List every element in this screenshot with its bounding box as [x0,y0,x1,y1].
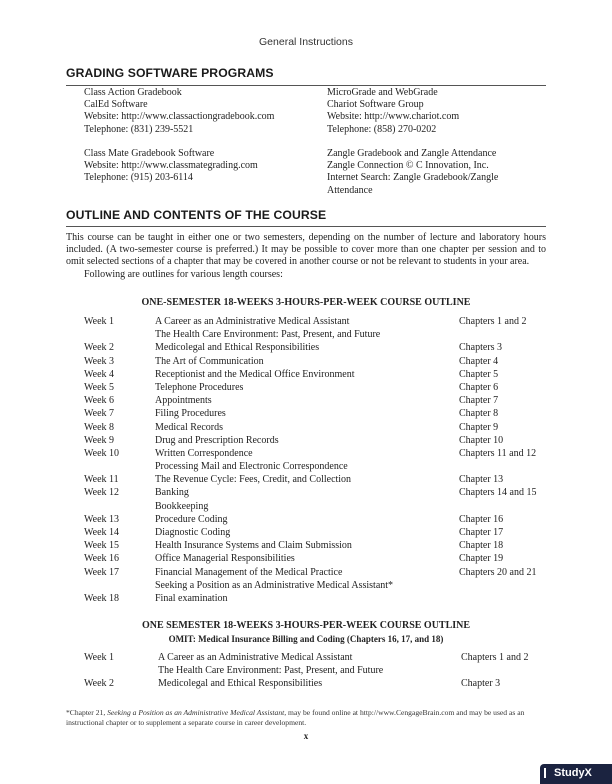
week-chapters: Chapter 18 [459,540,504,552]
week-chapters: Chapters 3 [459,342,503,354]
week-label: Week 17 [84,566,120,578]
week-label: Week 2 [84,678,115,690]
week-label: Week 3 [84,355,115,367]
course-week-row [0,473,612,486]
week-label: Week 11 [84,474,119,486]
week-topic: A Career as an Administrative Medical Assistant [155,316,350,327]
week-chapters: Chapter 7 [459,395,499,407]
vendor-line: Telephone: (915) 203-6114 [84,172,193,184]
week-topic: Bookkeeping [155,500,209,512]
week-topic: Processing Mail and Electronic Correspondence [155,461,348,473]
week-label: Week 12 [84,487,120,499]
course-week-row [0,500,612,513]
course-week-row [0,566,612,579]
course-week-row [0,328,612,341]
week-label: Week 5 [84,381,115,393]
course-week-row [0,421,612,434]
outline-heading: OUTLINE AND CONTENTS OF THE COURSE [66,208,327,222]
outline1-title: ONE-SEMESTER 18-WEEKS 3-HOURS-PER-WEEK COURSE OUTLINE [141,297,471,308]
course-week-row [0,394,612,407]
vendor-line: Website: http://www.classmategrading.com [84,160,258,172]
week-label: Week 4 [84,368,115,380]
week-topic: Office Managerial Responsibilities [155,553,295,565]
course-week-row [0,315,612,328]
week-topic: The Revenue Cycle: Fees, Credit, and Collection [155,474,352,486]
running-header: General Instructions [259,36,353,48]
week-chapters: Chapter 4 [459,355,499,367]
course-week-row [0,539,612,552]
week-chapters: Chapter 19 [459,553,504,565]
week-chapters: Chapter 5 [459,368,499,380]
week-topic: Financial Management of the Medical Practice [155,566,343,578]
outline2-title: ONE SEMESTER 18-WEEKS 3-HOURS-PER-WEEK COURSE OUTLINE [141,620,471,631]
week-topic: Health Insurance Systems and Claim Submission [155,540,352,552]
week-topic: Medical Records [155,421,224,433]
week-chapters: Chapter 17 [459,527,504,538]
week-label: Week 1 [84,316,115,327]
course-week-row [0,592,612,605]
studyx-badge[interactable] [540,764,612,784]
course-week-row [0,651,612,664]
vendor-line: Attendance [327,184,373,196]
week-topic: The Health Care Environment: Past, Present, and Future [155,329,381,341]
week-label: Week 1 [84,652,115,663]
week-topic: The Art of Communication [155,355,264,367]
course-week-row [0,341,612,354]
week-topic: Medicolegal and Ethical Responsibilities [155,342,320,354]
vendor-line: CalEd Software [84,99,148,111]
course-week-row [0,381,612,394]
vendor-spacer [327,136,498,148]
studyx-logo-icon [544,768,553,778]
vendor-spacer [84,136,274,148]
course-week-row [0,526,612,539]
week-chapters: Chapter 16 [459,513,504,525]
week-label: Week 7 [84,408,115,420]
page-number: x [303,731,309,741]
week-topic: Drug and Prescription Records [155,434,279,446]
course-week-row [0,677,612,690]
vendor-line: Zangle Gradebook and Zangle Attendance [327,148,497,159]
week-topic: Receptionist and the Medical Office Environment [155,368,355,380]
week-label: Week 9 [84,434,115,446]
week-label: Week 2 [84,342,115,354]
course-week-row [0,664,612,677]
intro-following: Following are outlines for various length courses: [84,268,283,280]
course-week-row [0,447,612,460]
week-topic: Appointments [155,395,212,407]
course-intro [66,232,546,281]
week-label: Week 14 [84,527,120,538]
vendor-line: Zangle Connection © C Innovation, Inc. [327,160,489,172]
course-week-row [0,486,612,499]
vendor-line: Telephone: (858) 270-0202 [327,123,437,135]
footnote-title: Seeking a Position as an Administrative Medical Assistant [107,708,285,717]
week-topic: Telephone Procedures [155,381,244,393]
week-chapters: Chapter 6 [459,381,499,393]
footnote-rest: , may be found online at http://www.CengageBrain.com and may be used as an instructional chapter or to supplement a separate course in career development. [66,708,525,727]
week-topic: Procedure Coding [155,513,228,525]
vendor-line: Telephone: (831) 239-5521 [84,123,194,135]
vendor-line: Class Mate Gradebook Software [84,148,215,159]
footnote-lead: *Chapter 21, [66,708,108,717]
footnote [66,708,546,728]
course-week-row [0,355,612,368]
week-topic: Seeking a Position as an Administrative Medical Assistant* [155,579,394,591]
week-chapters: Chapters 11 and 12 [459,447,537,459]
week-chapters: Chapters 20 and 21 [459,566,537,578]
week-topic: Filing Procedures [155,408,226,420]
outline2-omit: OMIT: Medical Insurance Billing and Coding (Chapters 16, 17, and 18) [168,634,444,644]
intro-paragraph: This course can be taught in either one or two semesters, depending on the number of lecture and laboratory hours included. (A two-semester course is preferred.) It may be possible to cover more than one chapter per session and to omit selected sections of a chapter that may be covered in another course or not be relevant to students in your area. [66,232,546,268]
grading-heading-rule [66,85,546,86]
outline2-table [0,651,612,691]
week-topic: Diagnostic Coding [155,527,231,538]
week-label: Week 10 [84,447,120,459]
outline-heading-rule [66,226,546,227]
grading-left-column [84,87,274,185]
studyx-badge-label: StudyX [554,767,592,779]
outline1-table [0,315,612,605]
vendor-line: MicroGrade and WebGrade [327,87,438,98]
grading-heading: GRADING SOFTWARE PROGRAMS [66,66,274,80]
week-chapters: Chapters 14 and 15 [459,487,537,499]
week-chapters: Chapter 8 [459,408,499,420]
week-chapters: Chapter 3 [461,678,501,690]
week-topic: A Career as an Administrative Medical Assistant [158,652,353,663]
vendor-line: Website: http://www.chariot.com [327,111,460,123]
course-week-row [0,460,612,473]
week-topic: Final examination [155,592,228,604]
course-week-row [0,434,612,447]
vendor-line: Chariot Software Group [327,99,424,111]
week-label: Week 8 [84,421,115,433]
course-week-row [0,513,612,526]
week-topic: Banking [155,487,189,499]
week-topic: The Health Care Environment: Past, Present, and Future [158,665,384,677]
grading-right-column [327,87,498,197]
week-label: Week 16 [84,553,120,565]
vendor-line: Internet Search: Zangle Gradebook/Zangle [327,172,499,184]
vendor-line: Website: http://www.classactiongradebook.com [84,111,275,123]
week-label: Week 18 [84,592,120,604]
course-week-row [0,552,612,565]
week-chapters: Chapter 9 [459,421,499,433]
week-label: Week 15 [84,540,120,552]
week-label: Week 6 [84,395,115,407]
week-chapters: Chapters 1 and 2 [459,316,527,327]
vendor-line: Class Action Gradebook [84,87,182,98]
week-chapters: Chapter 13 [459,474,504,486]
week-chapters: Chapters 1 and 2 [461,652,529,663]
week-label: Week 13 [84,513,120,525]
week-chapters: Chapter 10 [459,434,504,446]
week-topic: Written Correspondence [155,447,253,459]
course-week-row [0,368,612,381]
week-topic: Medicolegal and Ethical Responsibilities [158,678,323,690]
course-week-row [0,579,612,592]
course-week-row [0,407,612,420]
